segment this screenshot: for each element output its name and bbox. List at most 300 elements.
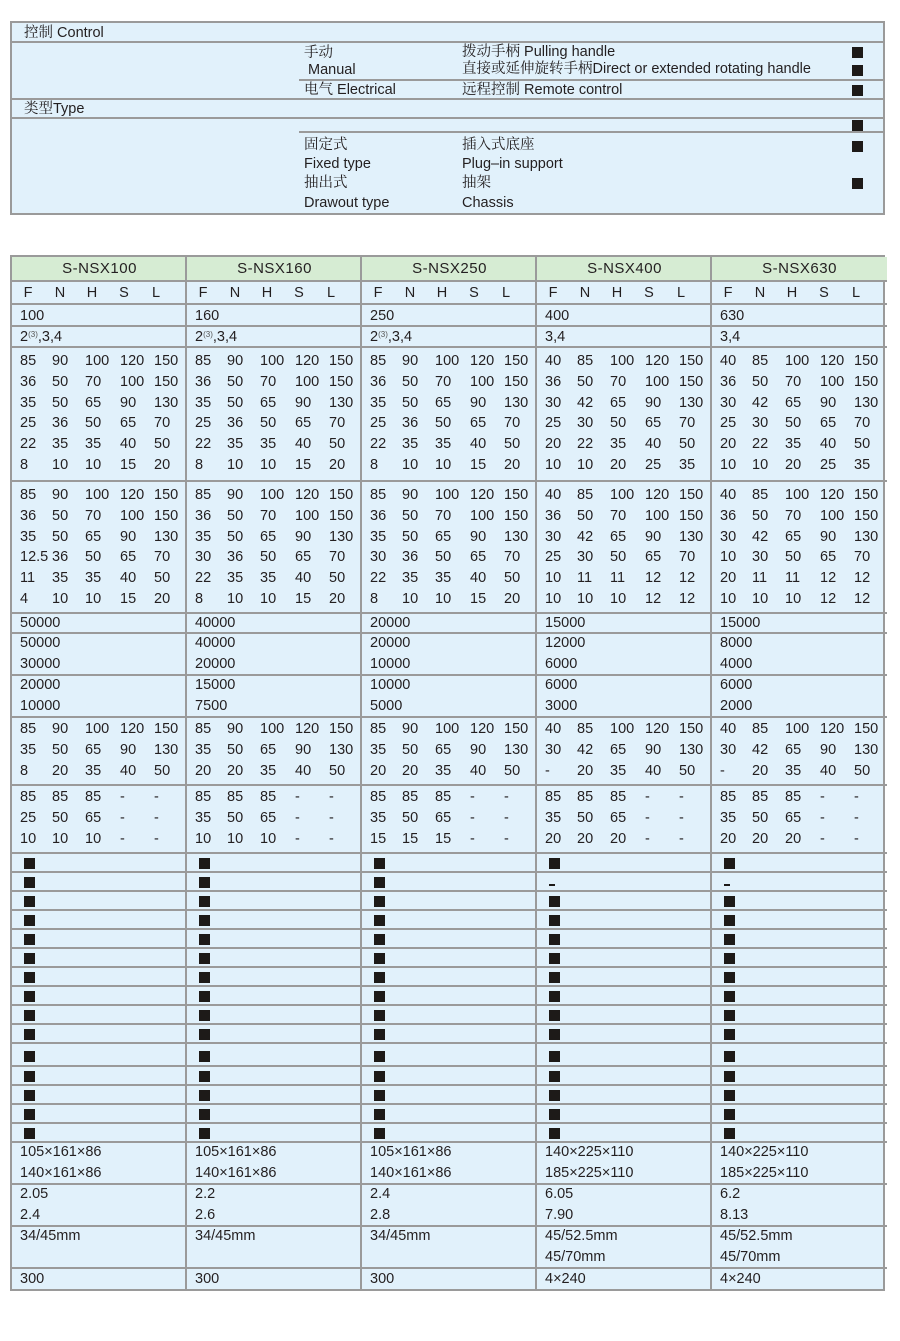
value-cell: 22: [195, 570, 212, 587]
value-cell: 85: [577, 721, 594, 737]
value-cell: 150: [679, 507, 704, 524]
value-cell: 150: [329, 353, 354, 369]
rotating-handle-marker-icon: [852, 65, 863, 76]
cable-value: 4×240: [545, 1271, 586, 1287]
value-cell: 65: [120, 549, 137, 566]
value-line: 50000: [20, 635, 61, 651]
value-row: [20, 719, 185, 740]
value-cell: 50: [504, 762, 521, 779]
breaking-dc-cell: [712, 718, 887, 786]
feature-cell: [362, 1025, 537, 1044]
value-row: [195, 527, 360, 548]
value-cell: 35: [370, 741, 387, 758]
value-cell: 85: [370, 353, 387, 369]
value-cell: 90: [295, 528, 312, 545]
breaking-dc-cell: [187, 718, 362, 786]
value-cell: 85: [370, 789, 387, 805]
value-cell: 50: [85, 549, 102, 566]
value-cell: 36: [370, 507, 387, 524]
value-cell: 100: [85, 353, 110, 369]
life-mech-cell: [712, 614, 887, 634]
cable-cell: [12, 1269, 187, 1295]
breaking-other-cell: [187, 786, 362, 854]
value-cell: 50: [504, 436, 521, 453]
value-cell: 15: [470, 590, 487, 607]
value-cell: 85: [20, 789, 37, 805]
rating-cell: [362, 305, 537, 327]
value-cell: 25: [20, 809, 37, 826]
value-cell: 50: [577, 507, 594, 524]
value-cell: 100: [295, 507, 320, 524]
value-cell: 20: [577, 762, 594, 779]
value-cell: 100: [260, 353, 285, 369]
feature-cell: [537, 1025, 712, 1044]
feature-cell: [712, 854, 887, 873]
value-cell: 120: [820, 353, 845, 369]
column-divider: [710, 257, 712, 1289]
value-cell: 10: [577, 456, 594, 473]
versions-cell: [537, 282, 712, 305]
value-cell: 85: [752, 487, 769, 503]
value-cell: 150: [504, 487, 529, 503]
value-cell: 50: [52, 741, 69, 758]
chassis-label-en: Chassis: [462, 195, 514, 211]
available-marker-icon: [724, 1128, 735, 1139]
value-row: [545, 787, 710, 808]
value-cell: 10: [545, 456, 562, 473]
available-marker-icon: [24, 1071, 35, 1082]
feature-cell: [362, 892, 537, 911]
value-cell: 85: [260, 789, 277, 805]
poles-base: 2: [370, 329, 379, 345]
value-row: [20, 829, 185, 850]
available-marker-icon: [199, 1090, 210, 1101]
model-name: S-NSX100: [62, 260, 137, 277]
value-cell: 90: [295, 394, 312, 411]
value-row: [720, 787, 885, 808]
available-marker-icon: [24, 1029, 35, 1040]
value-cell: 10: [752, 590, 769, 607]
poles-rest: 3,4: [720, 329, 741, 345]
value-cell: 10: [752, 456, 769, 473]
value-line: 20000: [195, 656, 236, 672]
value-row: [195, 787, 360, 808]
pitch-cell: [12, 1227, 187, 1269]
value-cell: 120: [120, 487, 145, 503]
breaking-ac2-cell: [362, 482, 537, 614]
value-cell: 36: [720, 373, 737, 390]
breaking-ac2-cell: [12, 482, 187, 614]
value-cell: 85: [435, 789, 452, 805]
version-label: N: [404, 285, 416, 301]
value-cell: 100: [435, 353, 460, 369]
value-cell: 30: [720, 528, 737, 545]
value-line: 2.4: [370, 1186, 391, 1202]
value-cell: 100: [645, 373, 670, 390]
feature-cell: [362, 1006, 537, 1025]
value-cell: -: [645, 809, 650, 826]
value-row: [370, 506, 535, 527]
value-cell: -: [154, 789, 159, 805]
value-cell: 35: [370, 809, 387, 826]
value-line: 20000: [370, 635, 411, 651]
value-line: 34/45mm: [195, 1228, 256, 1244]
value-cell: 35: [20, 528, 37, 545]
feature-cell: [12, 930, 187, 949]
feature-cell: [12, 987, 187, 1006]
value-line: 6000: [545, 677, 578, 693]
value-cell: 50: [227, 741, 244, 758]
model-header: [712, 257, 887, 282]
feature-cell: [187, 949, 362, 968]
feature-cell: [187, 1067, 362, 1086]
value-line: 140×161×86: [20, 1165, 102, 1181]
value-cell: 20: [610, 830, 627, 847]
feature-cell: [362, 930, 537, 949]
control-title: 控制 Control: [24, 25, 104, 41]
value-cell: 36: [545, 507, 562, 524]
feature-cell: [187, 968, 362, 987]
life-elec1-cell: [187, 634, 362, 676]
value-cell: 130: [679, 741, 704, 758]
version-label: N: [579, 285, 591, 301]
versions-cell: [362, 282, 537, 305]
value-cell: 130: [854, 394, 879, 411]
value-cell: -: [470, 830, 475, 847]
value-cell: 85: [545, 789, 562, 805]
value-cell: 35: [195, 394, 212, 411]
value-cell: 70: [435, 373, 452, 390]
value-cell: 150: [504, 721, 529, 737]
value-line: 2.05: [20, 1186, 49, 1202]
cable-cell: [362, 1269, 537, 1295]
value-cell: 70: [154, 549, 171, 566]
value-line: 185×225×110: [545, 1165, 634, 1181]
value-row: [370, 761, 535, 782]
cable-cell: [537, 1269, 712, 1295]
value-cell: 35: [85, 570, 102, 587]
available-marker-icon: [374, 1010, 385, 1021]
value-cell: 20: [545, 830, 562, 847]
value-line: 10000: [370, 656, 411, 672]
value-cell: -: [679, 830, 684, 847]
value-cell: 100: [610, 721, 635, 737]
model-column-s-nsx250: [362, 257, 537, 1289]
pulling-handle-marker-icon: [852, 47, 863, 58]
version-label: L: [501, 285, 511, 301]
value-row: [545, 413, 710, 434]
value-cell: -: [820, 830, 825, 847]
version-label: L: [326, 285, 336, 301]
value-cell: 15: [120, 456, 137, 473]
value-row: [545, 568, 710, 589]
poles: [545, 328, 565, 346]
rated-current: 250: [370, 308, 395, 324]
version-label: N: [754, 285, 766, 301]
value-cell: -: [854, 789, 859, 805]
value-cell: -: [679, 809, 684, 826]
value-cell: 150: [854, 373, 879, 390]
value-cell: 35: [85, 762, 102, 779]
rated-current: 100: [20, 308, 45, 324]
value-cell: 22: [370, 570, 387, 587]
available-marker-icon: [549, 1010, 560, 1021]
value-row: [20, 787, 185, 808]
value-line: 10000: [20, 698, 61, 714]
available-marker-icon: [24, 877, 35, 888]
poles-cell: [537, 327, 712, 348]
value-cell: 36: [227, 415, 244, 432]
value-cell: 35: [260, 762, 277, 779]
column-divider: [185, 257, 187, 1289]
breaking-dc-cell: [362, 718, 537, 786]
value-row: [370, 740, 535, 761]
value-cell: 70: [610, 507, 627, 524]
value-row: [370, 434, 535, 455]
value-cell: 100: [785, 721, 810, 737]
value-cell: 10: [402, 456, 419, 473]
feature-cell: [12, 1006, 187, 1025]
dimensions-cell: [187, 1143, 362, 1185]
weights-cell: [712, 1185, 887, 1227]
value-cell: 90: [820, 394, 837, 411]
value-row: [370, 455, 535, 476]
value-cell: 50: [402, 373, 419, 390]
value-cell: 50: [752, 373, 769, 390]
manual-row: [12, 43, 883, 80]
value-cell: 65: [645, 549, 662, 566]
value-cell: 50: [154, 436, 171, 453]
value-line: 105×161×86: [195, 1144, 277, 1160]
dimensions-cell: [712, 1143, 887, 1185]
value-cell: 130: [154, 528, 179, 545]
value-cell: 100: [470, 507, 495, 524]
value-cell: 30: [370, 549, 387, 566]
value-cell: -: [854, 809, 859, 826]
versions-cell: [712, 282, 887, 305]
value-line: 45/70mm: [720, 1249, 781, 1265]
cable-value: 300: [20, 1271, 45, 1287]
available-marker-icon: [24, 1051, 35, 1062]
available-marker-icon: [549, 858, 560, 869]
feature-cell: [187, 1025, 362, 1044]
value-cell: 12: [645, 590, 662, 607]
rating-cell: [712, 305, 887, 327]
rotating-handle-label: 直接或延伸旋转手柄Direct or extended rotating handle: [462, 61, 811, 77]
value-cell: 30: [752, 549, 769, 566]
value-line: 140×161×86: [195, 1165, 277, 1181]
value-cell: 130: [504, 528, 529, 545]
value-cell: 150: [329, 373, 354, 390]
value-cell: 150: [329, 487, 354, 503]
value-cell: -: [820, 809, 825, 826]
value-cell: 150: [154, 487, 179, 503]
value-cell: 90: [402, 487, 419, 503]
value-cell: 65: [295, 549, 312, 566]
feature-cell: [12, 1124, 187, 1143]
value-cell: 65: [435, 394, 452, 411]
electrical-row: [12, 81, 883, 99]
available-marker-icon: [549, 1090, 560, 1101]
rated-current: 400: [545, 308, 570, 324]
value-cell: 10: [52, 830, 69, 847]
value-cell: 35: [20, 741, 37, 758]
value-cell: 65: [260, 394, 277, 411]
value-cell: 15: [295, 590, 312, 607]
value-cell: 12: [645, 570, 662, 587]
feature-cell: [712, 1006, 887, 1025]
value-cell: 150: [329, 721, 354, 737]
manual-label-cn: 手动: [304, 45, 333, 61]
version-label: L: [151, 285, 161, 301]
value-cell: 50: [85, 415, 102, 432]
value-cell: 50: [52, 394, 69, 411]
value-cell: 50: [402, 809, 419, 826]
value-cell: 42: [752, 741, 769, 758]
value-cell: 85: [20, 721, 37, 737]
value-line: 15000: [545, 615, 586, 631]
control-header-row: [12, 23, 883, 43]
value-cell: 120: [295, 353, 320, 369]
poles-footnote: (3): [203, 330, 213, 339]
value-row: [545, 719, 710, 740]
value-row: [545, 485, 710, 506]
value-cell: 25: [370, 415, 387, 432]
feature-cell: [712, 930, 887, 949]
value-row: [370, 413, 535, 434]
feature-cell: [537, 911, 712, 930]
available-marker-icon: [199, 896, 210, 907]
value-cell: 65: [435, 809, 452, 826]
value-cell: 10: [227, 456, 244, 473]
available-marker-icon: [549, 934, 560, 945]
value-line: 7.90: [545, 1207, 574, 1223]
value-cell: 85: [195, 789, 212, 805]
value-cell: 10: [85, 590, 102, 607]
value-cell: 10: [85, 830, 102, 847]
value-cell: 40: [720, 487, 737, 503]
feature-cell: [537, 987, 712, 1006]
value-cell: 35: [20, 394, 37, 411]
value-cell: -: [295, 789, 300, 805]
value-cell: 65: [295, 415, 312, 432]
value-row: [545, 740, 710, 761]
feature-cell: [187, 854, 362, 873]
value-cell: 150: [154, 507, 179, 524]
pitch-cell: [362, 1227, 537, 1269]
value-cell: 10: [402, 590, 419, 607]
value-cell: 12: [820, 570, 837, 587]
value-cell: 30: [720, 394, 737, 411]
value-cell: 50: [854, 436, 871, 453]
value-row: [195, 351, 360, 372]
value-cell: 100: [820, 507, 845, 524]
value-row: [720, 485, 885, 506]
available-marker-icon: [374, 1071, 385, 1082]
value-cell: -: [679, 789, 684, 805]
value-row: [545, 393, 710, 414]
feature-cell: [12, 854, 187, 873]
pitch-cell: [187, 1227, 362, 1269]
life-elec2-cell: [537, 676, 712, 718]
feature-cell: [12, 1044, 187, 1067]
value-cell: -: [295, 830, 300, 847]
value-cell: 35: [227, 436, 244, 453]
breaking-other-cell: [712, 786, 887, 854]
value-cell: 65: [260, 528, 277, 545]
feature-cell: [712, 911, 887, 930]
value-cell: 65: [120, 415, 137, 432]
value-cell: 50: [402, 394, 419, 411]
value-cell: 20: [720, 436, 737, 453]
value-cell: 40: [720, 353, 737, 369]
value-cell: 100: [610, 353, 635, 369]
value-line: 34/45mm: [370, 1228, 431, 1244]
breaking-ac-cell: [362, 348, 537, 482]
value-cell: -: [820, 789, 825, 805]
value-cell: 130: [679, 394, 704, 411]
value-cell: 130: [329, 528, 354, 545]
available-marker-icon: [549, 1071, 560, 1082]
dimensions-cell: [537, 1143, 712, 1185]
value-cell: 100: [435, 721, 460, 737]
value-cell: 85: [195, 721, 212, 737]
value-row: [195, 485, 360, 506]
value-cell: 65: [610, 528, 627, 545]
value-cell: 65: [645, 415, 662, 432]
feature-cell: [187, 873, 362, 892]
value-row: [720, 413, 885, 434]
value-cell: 10: [227, 830, 244, 847]
value-row: [195, 393, 360, 414]
value-row: [720, 568, 885, 589]
feature-cell: [712, 892, 887, 911]
value-row: [370, 393, 535, 414]
value-cell: 150: [854, 507, 879, 524]
weights-cell: [12, 1185, 187, 1227]
value-cell: 20: [227, 762, 244, 779]
value-cell: 100: [820, 373, 845, 390]
available-marker-icon: [24, 1109, 35, 1120]
value-cell: -: [720, 762, 725, 779]
value-cell: 20: [785, 456, 802, 473]
model-column-s-nsx100: [12, 257, 187, 1289]
available-marker-icon: [199, 1109, 210, 1120]
available-marker-icon: [24, 991, 35, 1002]
value-cell: 35: [610, 762, 627, 779]
value-cell: 10: [545, 570, 562, 587]
value-cell: 70: [435, 507, 452, 524]
value-cell: 50: [227, 394, 244, 411]
value-row: [545, 527, 710, 548]
available-marker-icon: [374, 934, 385, 945]
life-elec2-cell: [712, 676, 887, 718]
value-cell: 11: [785, 570, 801, 587]
value-row: [195, 547, 360, 568]
version-label: H: [786, 285, 798, 301]
value-cell: 70: [854, 415, 871, 432]
feature-cell: [537, 854, 712, 873]
value-row: [545, 372, 710, 393]
version-label: F: [198, 285, 208, 301]
feature-cell: [187, 1105, 362, 1124]
value-cell: 65: [610, 809, 627, 826]
value-cell: 90: [645, 394, 662, 411]
rating-cell: [187, 305, 362, 327]
poles: [370, 328, 412, 346]
value-cell: -: [470, 809, 475, 826]
available-marker-icon: [24, 896, 35, 907]
